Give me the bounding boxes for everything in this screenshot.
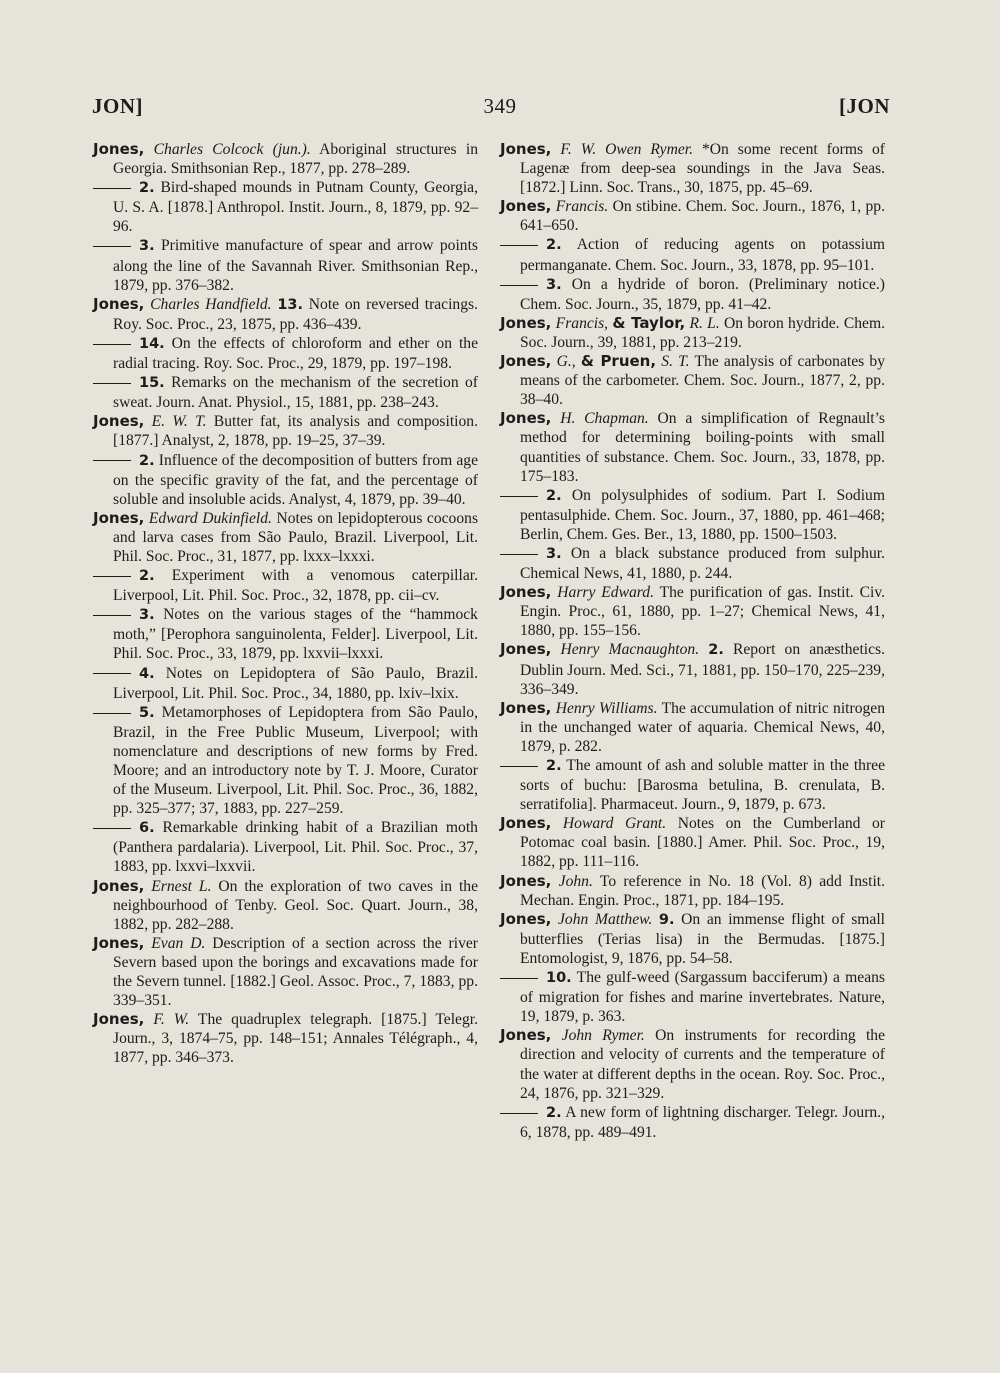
- author-surname: Jones,: [500, 197, 552, 216]
- entry-number: 14.: [139, 335, 165, 352]
- entry-text: Action of reducing agents on potassium permanganate. Chem. Soc. Journ., 33, 1878, pp. 95–101.: [520, 236, 885, 274]
- author-given-name: Henry Macnaughton.: [560, 641, 700, 659]
- author-surname: Jones,: [500, 583, 552, 602]
- bibliography-entry: [500, 699, 885, 756]
- author-surname: Jones,: [93, 876, 145, 895]
- author-surname: Jones,: [500, 1026, 552, 1045]
- author-given-name: F. W.: [153, 1011, 190, 1029]
- author-surname: Jones,: [500, 352, 552, 371]
- entry-number: 5.: [139, 704, 155, 721]
- ditto-rule: [500, 1113, 538, 1114]
- entry-number: 4.: [139, 665, 155, 682]
- entry-text: The analysis of carbonates by means of the carbometer. Chem. Soc. Journ., 1877, 2, pp. 38–40.: [520, 353, 886, 409]
- entry-text: Report on anæsthetics. Dublin Journ. Med. Sci., 71, 1881, pp. 150–170, 225–239, 336–349.: [520, 641, 886, 698]
- author-given-name: Harry Edward.: [557, 584, 654, 602]
- ditto-rule: [93, 460, 131, 461]
- entry-number: 3.: [546, 545, 562, 562]
- bibliography-entry: [93, 509, 478, 566]
- bibliography-entry: [500, 275, 885, 314]
- author-given-name: Evan D.: [151, 934, 206, 952]
- author-given-name: Charles Handfield.: [150, 295, 272, 313]
- author-surname: Jones,: [93, 294, 145, 313]
- author-surname: Jones,: [500, 909, 552, 928]
- author-surname: Jones,: [93, 140, 145, 158]
- author-given-name: John Matthew.: [558, 910, 653, 928]
- bibliography-entry: [500, 140, 885, 197]
- ditto-rule: [93, 673, 131, 674]
- entry-text: Notes on lepidopterous cocoons and larva cases from São Paulo, Brazil. Liverpool, Lit. Phil. Soc. Proc., 31, 1877, pp. lxxx–lxxxi.: [113, 509, 479, 565]
- entry-text: Aboriginal structures in Georgia. Smithsonian Rep., 1877, pp. 278–289.: [113, 141, 478, 178]
- bibliography-entry: [500, 910, 885, 968]
- ditto-rule: [93, 188, 131, 189]
- bibliography-entry: [93, 703, 478, 819]
- entry-text: The quadruplex telegraph. [1875.] Telegr. Journ., 3, 1874–75, pp. 148–151; Annales Télégraph., 4, 1877, pp. 346–373.: [113, 1011, 478, 1067]
- author-given-name: Henry Williams.: [555, 699, 658, 717]
- author-given-name: G.,: [556, 353, 576, 371]
- bibliography-entry: [500, 583, 885, 640]
- bibliography-entry: [500, 756, 885, 814]
- entry-number: 2.: [139, 452, 155, 469]
- ditto-rule: [500, 496, 538, 497]
- entry-number: 6.: [139, 820, 155, 837]
- entry-text: The accumulation of nitric nitrogen in the unchanged water of aquaria. Chemical News, 40, 1879, p. 282.: [520, 699, 886, 755]
- ditto-rule: [500, 978, 538, 979]
- bibliography-entry: [500, 872, 885, 910]
- entry-number: 2.: [139, 180, 155, 197]
- author-given-name: John Rymer.: [561, 1027, 645, 1045]
- entry-text: Bird-shaped mounds in Putnam County, Georgia, U. S. A. [1878.] Anthropol. Instit. Journ., 8, 1879, pp. 92–96.: [113, 179, 478, 236]
- entry-text: On boron hydride. Chem. Soc. Journ., 39, 1881, pp. 213–219.: [520, 314, 885, 351]
- ditto-rule: [93, 713, 131, 714]
- entry-text: On instruments for recording the direction and velocity of currents and the temperature of the water at different depths in the ocean. Roy. Soc. Proc., 24, 1876, pp. 321–329.: [520, 1027, 886, 1102]
- bibliography-entry: [93, 818, 478, 876]
- entry-text: On an immense flight of small butterflies (Terias lisa) in the Bermudas. [1875.] Entomologist, 9, 1876, pp. 54–58.: [520, 910, 885, 967]
- author-given-name: Howard Grant.: [562, 815, 667, 833]
- author-surname: Jones,: [500, 313, 552, 332]
- entry-text: Description of a section across the river Severn based upon the borings and excavations made for the Severn tunnel. [1882.] Geol. Assoc. Proc., 7, 1883, pp. 339–351.: [113, 934, 478, 1010]
- bibliography-entry: [500, 544, 885, 583]
- bibliography-entry: [93, 451, 478, 509]
- author-surname: Jones,: [500, 698, 552, 717]
- entry-text: On a hydride of boron. (Preliminary notice.) Chem. Soc. Journ., 35, 1879, pp. 41–42.: [520, 275, 885, 313]
- entry-text: Notes on the Cumberland or Potomac coal basin. [1880.] Amer. Phil. Soc. Proc., 19, 1882, pp. 111–116.: [520, 815, 885, 871]
- entry-text: Influence of the decomposition of butters from age on the specific gravity of the fat, and the percentage of soluble and insoluble acids. Analyst, 4, 1879, pp. 39–40.: [113, 451, 479, 508]
- entry-text: On stibine. Chem. Soc. Journ., 1876, 1, pp. 641–650.: [520, 198, 885, 235]
- entry-text: On a black substance produced from sulphur. Chemical News, 41, 1880, p. 244.: [520, 544, 885, 583]
- bibliography-entry: [93, 664, 478, 703]
- entry-number: 15.: [139, 375, 165, 392]
- entry-text: The purification of gas. Instit. Civ. Engin. Proc., 61, 1880, pp. 1–27; Chemical News, 41, 1880, pp. 155–156.: [520, 584, 885, 640]
- ditto-rule: [93, 246, 131, 247]
- author-given-name: E. W. T.: [151, 413, 207, 431]
- ditto-rule: [93, 828, 131, 829]
- author-surname: Jones,: [500, 409, 552, 428]
- bibliography-entry: [500, 968, 885, 1026]
- entry-text: Remarkable drinking habit of a Brazilian moth (Panthera pardalaria). Liverpool, Lit. Phil. Soc. Proc., 37, 1883, pp. lxxvi–lxxvii.: [113, 819, 478, 876]
- entry-number: 2.: [139, 568, 155, 585]
- coauthor-given-name: R. L.: [689, 314, 720, 332]
- left-column: [93, 140, 478, 1068]
- ditto-rule: [93, 576, 131, 577]
- bibliography-entry: [500, 409, 885, 485]
- bibliography-entry: [93, 1010, 478, 1067]
- author-given-name: F. W. Owen Rymer.: [560, 141, 694, 158]
- entry-text: Experiment with a venomous caterpillar. Liverpool, Lit. Phil. Soc. Proc., 32, 1878, pp. cii–cv.: [113, 567, 478, 605]
- entry-number: 2.: [546, 487, 562, 504]
- bibliography-entry: [500, 486, 885, 544]
- entry-text: Metamorphoses of Lepidoptera from São Paulo, Brazil, in the Free Public Museum, Liverpool; with nomenclature and descriptions of new forms by Fred. Moore; and an introductory note by T. J. Moore, Curator of the Museum. Liverpool, Lit. Phil. Soc. Proc., 36, 1882, pp. 325–377; 37, 1883, pp. 227–259.: [113, 703, 478, 818]
- bibliography-entry: [93, 605, 478, 663]
- running-head-right: [JON: [839, 94, 890, 118]
- ditto-rule: [93, 383, 131, 384]
- author-surname: Jones,: [500, 814, 552, 833]
- bibliography-entry: [500, 352, 885, 409]
- entry-text: Remarks on the mechanism of the secretion of sweat. Journ. Anat. Physiol., 15, 1881, pp. 238–243.: [113, 374, 478, 412]
- entry-number: 3.: [139, 607, 155, 624]
- entry-number: 2.: [546, 237, 562, 254]
- author-given-name: Ernest L.: [151, 877, 212, 895]
- bibliography-entry: [500, 640, 885, 698]
- bibliography-entry: [500, 814, 885, 871]
- coauthor-surname: & Pruen,: [580, 352, 657, 371]
- coauthor-surname: & Taylor,: [612, 313, 686, 332]
- author-surname: Jones,: [93, 412, 145, 431]
- bibliography-entry: [500, 1026, 885, 1102]
- ditto-rule: [500, 554, 538, 555]
- bibliography-entry: [500, 314, 885, 352]
- ditto-rule: [500, 285, 538, 286]
- author-surname: Jones,: [93, 508, 145, 527]
- entry-text: The amount of ash and soluble matter in the three sorts of buchu: [Barosma betulina, B. crenulata, B. serratifolia]. Pharmaceut. Journ., 9, 1879, p. 673.: [520, 757, 885, 814]
- bibliography-entry: [500, 235, 885, 274]
- entry-number: 13.: [277, 296, 303, 313]
- bibliography-entry: [500, 1103, 885, 1142]
- bibliography-entry: [93, 334, 478, 373]
- entry-text: Notes on Lepidoptera of São Paulo, Brazil. Liverpool, Lit. Phil. Soc. Proc., 34, 1880, pp. lxiv–lxix.: [113, 664, 478, 702]
- author-surname: Jones,: [500, 871, 552, 890]
- author-surname: Jones,: [93, 933, 145, 952]
- author-surname: Jones,: [500, 640, 552, 659]
- bibliography-entry: [93, 934, 478, 1010]
- entry-text: On polysulphides of sodium. Part I. Sodium pentasulphide. Chem. Soc. Journ., 37, 1880, pp. 461–468; Berlin, Chem. Ges. Ber., 13, 1880, pp. 1500–1503.: [520, 486, 885, 543]
- entry-number: 2.: [546, 1104, 562, 1121]
- page-number: 349: [483, 94, 517, 118]
- bibliography-entry: [93, 412, 478, 450]
- bibliography-entry: [93, 295, 478, 334]
- entry-number: 3.: [139, 238, 155, 255]
- ditto-rule: [500, 245, 538, 246]
- entry-text: A new form of lightning discharger. Telegr. Journ., 6, 1878, pp. 489–491.: [520, 1103, 885, 1141]
- author-given-name: John.: [558, 872, 593, 890]
- author-surname: Jones,: [93, 1010, 145, 1029]
- entry-number: 2.: [708, 642, 724, 659]
- author-given-name: H. Chapman.: [560, 410, 649, 428]
- entry-text: On a simplification of Regnault’s method for determining boiling-points with small quantities of substance. Chem. Soc. Journ., 33, 1878, pp. 175–183.: [520, 410, 886, 485]
- ditto-rule: [93, 615, 131, 616]
- bibliography-entry: [93, 140, 478, 178]
- entry-text: On the exploration of two caves in the neighbourhood of Tenby. Geol. Soc. Quart. Journ., 38, 1882, pp. 282–288.: [113, 877, 478, 933]
- entry-text: *On some recent forms of Lagenæ from deep-sea soundings in the Java Seas. [1872.] Linn. Soc. Trans., 30, 1875, pp. 45–69.: [520, 141, 885, 197]
- entry-text: To reference in No. 18 (Vol. 8) add Instit. Mechan. Engin. Proc., 1871, pp. 184–195.: [520, 872, 886, 909]
- entry-text: Primitive manufacture of spear and arrow points along the line of the Savannah River. Smithsonian Rep., 1879, pp. 376–382.: [113, 237, 478, 294]
- entry-number: 9.: [658, 911, 675, 928]
- bibliography-entry: [93, 566, 478, 605]
- entry-text: Butter fat, its analysis and composition. [1877.] Analyst, 2, 1878, pp. 19–25, 37–39.: [113, 413, 478, 450]
- entry-text: Notes on the various stages of the “hammock moth,” [Perophora sanguinolenta, Felder]. Liverpool, Lit. Phil. Soc. Proc., 33, 1879, pp. lxxvii–lxxxi.: [113, 606, 478, 663]
- bibliography-entry: [93, 236, 478, 294]
- author-given-name: Francis,: [555, 314, 609, 332]
- author-surname: Jones,: [500, 140, 552, 158]
- author-given-name: Charles Colcock (jun.).: [153, 141, 311, 158]
- ditto-rule: [500, 766, 538, 767]
- entry-text: Note on reversed tracings. Roy. Soc. Proc., 23, 1875, pp. 436–439.: [113, 295, 478, 333]
- entry-number: 10.: [546, 970, 572, 987]
- bibliography-entry: [93, 877, 478, 934]
- coauthor-given-name: S. T.: [661, 353, 690, 371]
- bibliography-entry: [93, 373, 478, 412]
- author-given-name: Francis.: [555, 198, 609, 216]
- author-given-name: Edward Dukinfield.: [148, 509, 272, 527]
- entry-number: 2.: [546, 758, 562, 774]
- entry-text: On the effects of chloroform and ether on the radial tracing. Roy. Soc. Proc., 29, 1879, pp. 197–198.: [113, 334, 479, 373]
- entry-number: 3.: [546, 276, 562, 293]
- right-column: [500, 140, 885, 1142]
- ditto-rule: [93, 344, 131, 345]
- bibliography-entry: [500, 197, 885, 235]
- bibliography-entry: [93, 178, 478, 236]
- running-head-left: JON]: [92, 94, 143, 118]
- entry-text: The gulf-weed (Sargassum bacciferum) a means of migration for fishes and marine invertebrates. Nature, 19, 1879, p. 363.: [520, 969, 885, 1026]
